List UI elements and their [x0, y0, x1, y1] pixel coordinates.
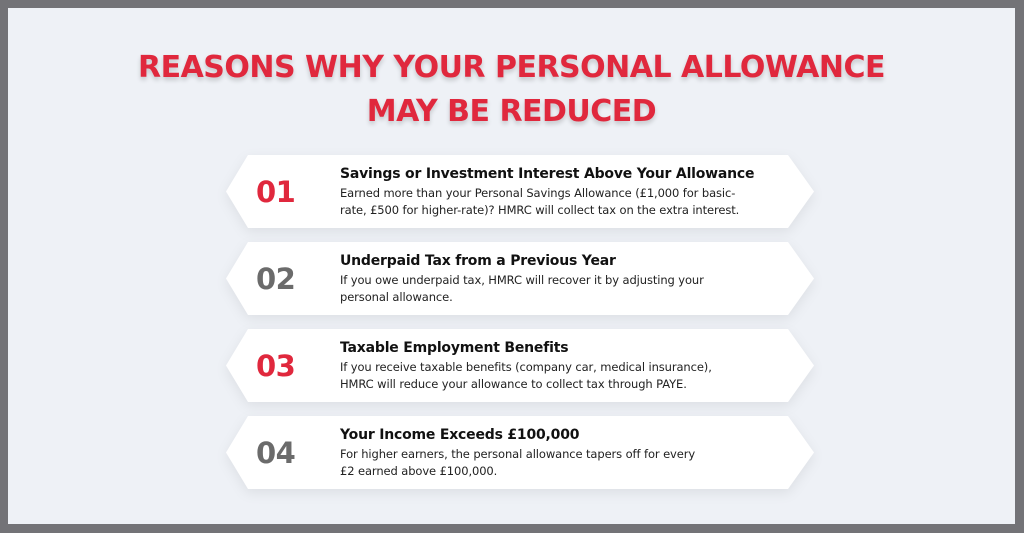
reason-description — [340, 185, 780, 219]
reason-description — [340, 359, 780, 393]
description-line: personal allowance. — [340, 290, 453, 304]
infographic-canvas — [8, 8, 1015, 524]
reason-text — [340, 252, 780, 306]
reason-text — [340, 339, 780, 393]
reason-number: 04 — [256, 435, 296, 470]
description-line: If you owe underpaid tax, HMRC will recover it by adjusting your — [340, 273, 704, 287]
reason-text — [340, 426, 780, 480]
reason-card-4 — [218, 416, 818, 489]
reason-heading: Your Income Exceeds £100,000 — [340, 427, 580, 443]
description-line: rate, £500 for higher-rate)? HMRC will collect tax on the extra interest. — [340, 203, 740, 217]
description-line: Earned more than your Personal Savings Allowance (£1,000 for basic- — [340, 186, 736, 200]
reason-number: 01 — [256, 174, 296, 209]
reason-text — [340, 165, 780, 219]
description-line: HMRC will reduce your allowance to collect tax through PAYE. — [340, 377, 687, 391]
title-line-1: REASONS WHY YOUR PERSONAL ALLOWANCE — [137, 50, 886, 85]
reason-heading: Underpaid Tax from a Previous Year — [340, 253, 616, 269]
title-line-2: MAY BE REDUCED — [366, 94, 657, 129]
description-line: If you receive taxable benefits (company car, medical insurance), — [340, 360, 712, 374]
reason-card-3 — [218, 329, 818, 402]
description-line: For higher earners, the personal allowance tapers off for every — [340, 447, 696, 461]
reason-description — [340, 272, 780, 306]
reason-number: 03 — [256, 348, 296, 383]
reason-description — [340, 446, 780, 480]
description-line: £2 earned above £100,000. — [340, 464, 498, 478]
reason-heading: Savings or Investment Interest Above Your Allowance — [340, 166, 755, 182]
page-title — [8, 46, 1015, 134]
reason-heading: Taxable Employment Benefits — [340, 340, 569, 356]
reason-card-2 — [218, 242, 818, 315]
reason-card-1 — [218, 155, 818, 228]
reason-number: 02 — [256, 261, 296, 296]
